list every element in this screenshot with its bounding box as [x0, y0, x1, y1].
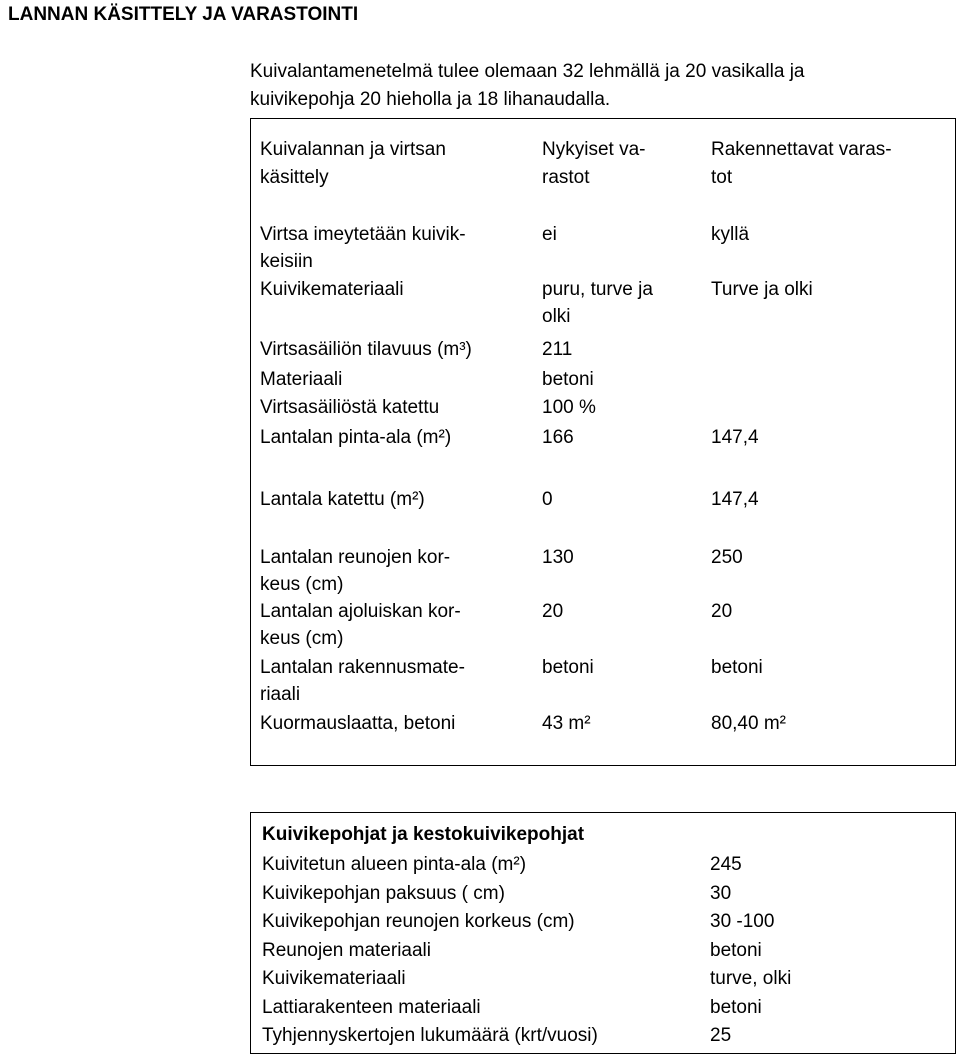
header-current-storage — [542, 136, 645, 192]
bedding-row-value: 245 — [710, 854, 742, 875]
row-planned-value — [711, 486, 759, 513]
cell-text: Turve ja olki — [711, 279, 813, 300]
row-current-value — [542, 336, 572, 363]
cell-text: 20 — [711, 601, 733, 622]
row-current-value — [542, 598, 563, 625]
cell-text: 211 — [542, 339, 573, 360]
cell-text: Kuormauslaatta, betoni — [260, 713, 456, 734]
cell-text: 130 — [542, 547, 574, 568]
bedding-table-heading: Kuivikepohjat ja kestokuivikepohjat — [262, 824, 585, 845]
cell-text: Kuivikemateriaali — [260, 279, 404, 300]
bedding-row-label: Tyhjennyskertojen lukumäärä (krt/vuosi) — [262, 1025, 598, 1046]
bedding-row-value: 30 — [710, 882, 732, 904]
row-current-value — [542, 424, 574, 451]
header-text: Kuivalannan ja virtsan — [260, 139, 446, 160]
cell-text: Lantalan ajoluiskan kor- — [260, 601, 461, 622]
cell-text: Lantalan reunojen kor- — [260, 547, 451, 568]
row-current-value — [542, 366, 594, 393]
cell-text: betoni — [542, 657, 594, 678]
header-text: Rakennettavat varas- — [711, 139, 892, 160]
cell-text: 100 % — [542, 397, 596, 418]
cell-text: puru, turve ja — [542, 279, 653, 300]
cell-text: keus (cm) — [260, 628, 344, 649]
bedding-row-label: Reunojen materiaali — [262, 939, 431, 961]
cell-text: riaali — [260, 684, 301, 705]
cell-text: 0 — [542, 489, 553, 510]
row-current-value — [542, 394, 596, 421]
bedding-row-label: Lattiarakenteen materiaali — [262, 996, 481, 1018]
cell-text: 147,4 — [711, 489, 759, 510]
cell-text: betoni — [542, 369, 594, 390]
cell-text: keisiin — [260, 251, 313, 272]
cell-text: Virtsasäiliön tilavuus (m³) — [260, 339, 472, 360]
row-current-value — [542, 544, 574, 571]
row-planned-value — [711, 710, 786, 737]
cell-text: keus (cm) — [260, 574, 344, 595]
row-label — [260, 276, 404, 303]
row-planned-value — [711, 544, 743, 571]
row-planned-value — [711, 276, 813, 303]
row-planned-value — [711, 598, 732, 625]
header-text: tot — [711, 167, 733, 188]
row-label — [260, 424, 451, 451]
intro-line: kuivikepohja 20 hieholla ja 18 lihanaudalla. — [250, 89, 611, 110]
cell-text: Virtsa imeytetään kuivik- — [260, 224, 466, 245]
cell-text: Virtsasäiliöstä katettu — [260, 397, 440, 418]
bedding-row-value: turve, olki — [710, 968, 792, 989]
header-text: rastot — [542, 167, 590, 188]
intro-line: Kuivalantamenetelmä tulee olemaan 32 lehmällä ja 20 vasikalla ja — [250, 61, 805, 82]
row-label — [260, 366, 342, 393]
cell-text: 147,4 — [711, 427, 759, 448]
row-current-value — [542, 654, 594, 681]
row-label — [260, 598, 461, 652]
bedding-row-label: Kuivikemateriaali — [262, 968, 406, 989]
cell-text: ei — [542, 224, 557, 245]
row-label — [260, 394, 439, 421]
row-current-value — [542, 221, 557, 248]
cell-text: Lantalan pinta-ala (m²) — [260, 427, 452, 448]
intro-paragraph — [250, 58, 940, 114]
row-planned-value — [711, 221, 749, 248]
row-label — [260, 336, 472, 363]
cell-text: Materiaali — [260, 369, 343, 390]
cell-text: 80,40 m² — [711, 713, 786, 734]
header-text: Nykyiset va- — [542, 139, 646, 160]
bedding-row-label: Kuivitetun alueen pinta-ala (m²) — [262, 854, 527, 875]
bedding-row-label: Kuivikepohjan paksuus ( cm) — [262, 882, 505, 904]
row-label — [260, 544, 450, 598]
bedding-row-value: betoni — [710, 939, 762, 961]
cell-text: betoni — [711, 657, 763, 678]
cell-text: Lantalan rakennusmate- — [260, 657, 465, 678]
row-planned-value — [711, 654, 763, 681]
bedding-row-value: 25 — [710, 1025, 732, 1046]
cell-text: 43 m² — [542, 713, 591, 734]
cell-text: olki — [542, 306, 571, 327]
header-handling — [260, 136, 446, 192]
bedding-row-label: Kuivikepohjan reunojen korkeus (cm) — [262, 911, 575, 932]
cell-text: 166 — [542, 427, 574, 448]
row-planned-value — [711, 424, 759, 451]
row-current-value — [542, 710, 591, 737]
header-text: käsittely — [260, 167, 329, 188]
row-label — [260, 221, 466, 275]
bedding-row-value: 30 -100 — [710, 911, 775, 932]
row-label — [260, 486, 425, 513]
row-current-value — [542, 276, 653, 330]
row-current-value — [542, 486, 553, 513]
cell-text: 250 — [711, 547, 743, 568]
row-label — [260, 654, 465, 708]
cell-text: 20 — [542, 601, 564, 622]
bedding-row-value: betoni — [710, 996, 762, 1018]
cell-text: Lantala katettu (m²) — [260, 489, 425, 510]
header-planned-storage — [711, 136, 892, 192]
cell-text: kyllä — [711, 224, 750, 245]
page-title: LANNAN KÄSITTELY JA VARASTOINTI — [8, 4, 359, 25]
row-label — [260, 710, 455, 737]
